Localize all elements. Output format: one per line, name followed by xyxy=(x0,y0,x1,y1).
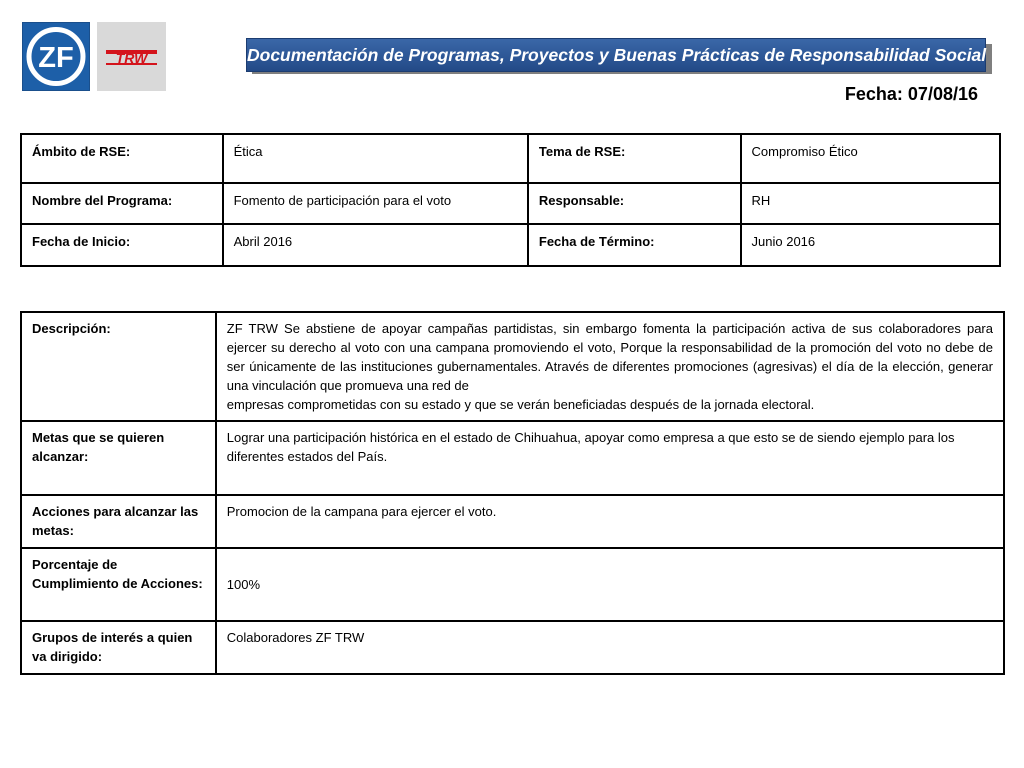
compliance-label: Porcentaje de Cumplimiento de Acciones: xyxy=(21,548,216,621)
info-table xyxy=(20,133,1001,267)
responsible-value: RH xyxy=(741,183,1000,224)
table-row xyxy=(21,183,1000,224)
scope-value: Ética xyxy=(223,134,528,183)
table-row xyxy=(21,621,1004,674)
table-row xyxy=(21,224,1000,266)
page-title: Documentación de Programas, Proyectos y Buenas Prácticas de Responsabilidad Social xyxy=(246,38,986,72)
trw-logo-text: TRW xyxy=(115,50,148,66)
zf-logo-icon xyxy=(22,22,90,91)
goals-label: Metas que se quieren alcanzar: xyxy=(21,421,216,495)
document-date: Fecha: 07/08/16 xyxy=(844,84,978,104)
start-date-label: Fecha de Inicio: xyxy=(21,224,223,266)
description-text-cont: empresas comprometidas con su estado y que se verán beneficiadas después de la jornada electoral. xyxy=(226,397,815,412)
stakeholders-label: Grupos de interés a quien va dirigido: xyxy=(21,621,216,674)
end-date-label: Fecha de Término: xyxy=(528,224,741,266)
table-row xyxy=(21,495,1004,548)
detail-table xyxy=(20,311,1005,675)
description-value xyxy=(216,312,1004,421)
table-row xyxy=(21,548,1004,621)
actions-value: Promocion de la campana para ejercer el voto. xyxy=(216,495,1004,548)
program-name-label: Nombre del Programa: xyxy=(21,183,223,224)
table-row xyxy=(21,312,1004,421)
description-label: Descripción: xyxy=(21,312,216,421)
topic-label: Tema de RSE: xyxy=(528,134,741,183)
program-name-value: Fomento de participación para el voto xyxy=(223,183,528,224)
start-date-value: Abril 2016 xyxy=(223,224,528,266)
end-date-value: Junio 2016 xyxy=(741,224,1000,266)
table-row xyxy=(21,134,1000,183)
goals-value: Lograr una participación histórica en el estado de Chihuahua, apoyar como empresa a que esto se de siendo ejemplo para los diferentes estados del País. xyxy=(216,421,1004,495)
trw-logo-icon xyxy=(97,22,166,91)
table-row xyxy=(21,421,1004,495)
topic-value: Compromiso Ético xyxy=(741,134,1000,183)
responsible-label: Responsable: xyxy=(528,183,741,224)
stakeholders-value: Colaboradores ZF TRW xyxy=(216,621,1004,674)
compliance-value: 100% xyxy=(216,548,1004,621)
zf-logo-text: ZF xyxy=(38,42,74,74)
actions-label: Acciones para alcanzar las metas: xyxy=(21,495,216,548)
scope-label: Ámbito de RSE: xyxy=(21,134,223,183)
description-text: ZF TRW Se abstiene de apoyar campañas partidistas, sin embargo fomenta la participación activa de sus colaboradores para ejercer su derecho al voto con una campana promoviendo el voto, Porque la responsabilidad de la promoción del voto no debe de ser únicamente de las instituciones gubernamentales. Através de diferentes promociones (agresivas) el día de la elección, generar una vinculación que promueva una red de xyxy=(226,321,993,393)
